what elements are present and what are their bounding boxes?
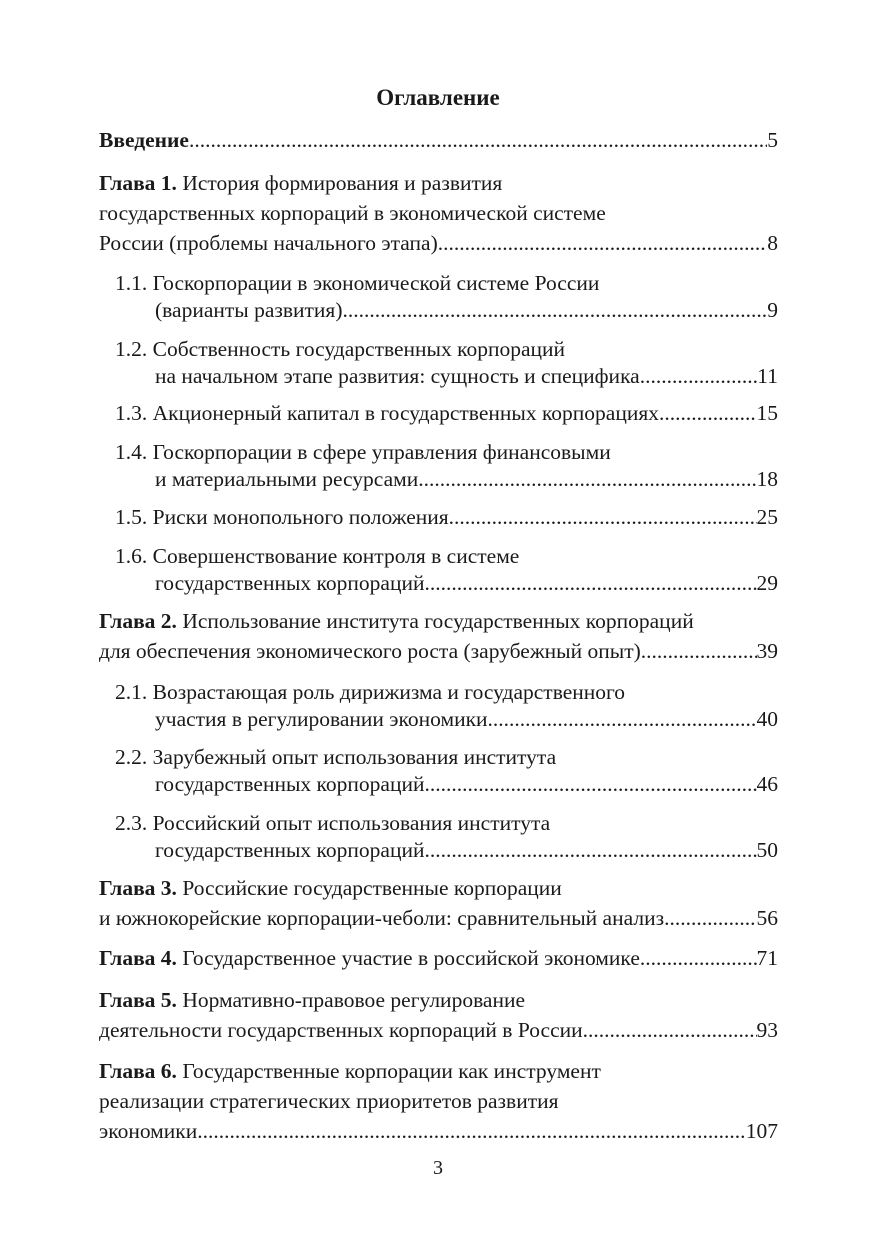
toc-entry-chapter-5[interactable] [99, 985, 778, 1045]
entry-page: 9 [767, 298, 778, 322]
toc-entry-section-2-3[interactable] [115, 808, 778, 865]
entry-text: России (проблемы начального этапа) [99, 231, 438, 255]
leader-dots [449, 502, 757, 532]
leader-dots [659, 398, 757, 428]
toc-entry-section-2-1[interactable] [115, 677, 778, 734]
toc-entry-chapter-4[interactable] [99, 943, 778, 973]
toc-entry-section-1-4[interactable] [115, 437, 778, 494]
entry-page: 29 [756, 571, 778, 595]
entry-text: реализации стратегических приоритетов развития [99, 1089, 559, 1113]
entry-page: 56 [756, 906, 778, 930]
chapter-prefix: Глава 2. [99, 609, 177, 633]
entry-text: государственных корпораций [155, 571, 425, 595]
entry-text: и южнокорейские корпорации-чеболи: сравнительный анализ [99, 906, 665, 930]
entry-page: 46 [756, 772, 778, 796]
toc-entry-chapter-3[interactable] [99, 873, 778, 933]
entry-text: 1.4. Госкорпорации в сфере управления финансовыми [115, 440, 611, 464]
entry-text: 1.1. Госкорпорации в экономической системе России [115, 271, 600, 295]
leader-dots [424, 769, 756, 799]
toc-entry-section-1-3[interactable] [115, 398, 778, 428]
entry-page: 39 [756, 639, 778, 663]
leader-dots [640, 361, 758, 391]
leader-dots [488, 704, 757, 734]
entry-text: 1.2. Собственность государственных корпораций [115, 337, 566, 361]
entry-text: 2.1. Возрастающая роль дирижизма и государственного [115, 680, 626, 704]
entry-text: Государственное участие в российской экономике [176, 946, 640, 970]
toc-entry-chapter-1[interactable] [99, 168, 778, 258]
entry-page: 5 [767, 128, 778, 152]
entry-text: 1.3. Акционерный капитал в государственных корпорациях [115, 401, 659, 425]
leader-dots [197, 1116, 746, 1146]
toc-entry-chapter-2[interactable] [99, 606, 778, 666]
page-number: 3 [433, 1157, 443, 1179]
toc-entry-intro[interactable] [99, 125, 778, 155]
entry-text: деятельности государственных корпораций в России [99, 1018, 583, 1042]
entry-page: 71 [756, 946, 778, 970]
entry-text: государственных корпораций [155, 772, 425, 796]
entry-text: и материальными ресурсами [155, 467, 419, 491]
entry-text: Государственные корпорации как инструмент [176, 1059, 601, 1083]
entry-page: 25 [756, 505, 778, 529]
entry-text: Российские государственные корпорации [176, 876, 562, 900]
entry-text: (варианты развития) [155, 298, 343, 322]
entry-text: 1.5. Риски монопольного положения [115, 505, 449, 529]
leader-dots [424, 835, 756, 865]
entry-text: государственных корпораций [155, 838, 425, 862]
entry-page: 8 [767, 231, 778, 255]
toc-entry-section-1-5[interactable] [115, 502, 778, 532]
leader-dots [438, 228, 768, 258]
entry-text: 2.3. Российский опыт использования института [115, 811, 551, 835]
entry-page: 107 [745, 1119, 778, 1143]
toc-entry-section-2-2[interactable] [115, 742, 778, 799]
entry-text: 1.6. Совершенствование контроля в системе [115, 544, 520, 568]
entry-text: экономики [99, 1119, 198, 1143]
entry-page: 93 [756, 1018, 778, 1042]
entry-text: Использование института государственных корпораций [176, 609, 694, 633]
entry-page: 15 [756, 401, 778, 425]
leader-dots [583, 1015, 757, 1045]
toc-entry-section-1-1[interactable] [115, 268, 778, 325]
leader-dots [189, 125, 767, 155]
entry-page: 11 [757, 364, 778, 388]
leader-dots [641, 636, 757, 666]
chapter-prefix: Глава 5. [99, 988, 177, 1012]
toc-entry-section-1-2[interactable] [115, 334, 778, 391]
chapter-prefix: Глава 1. [99, 171, 177, 195]
entry-text: государственных корпораций в экономической системе [99, 201, 606, 225]
leader-dots [418, 464, 756, 494]
leader-dots [664, 903, 756, 933]
entry-text: История формирования и развития [176, 171, 503, 195]
leader-dots [424, 568, 756, 598]
entry-text: Нормативно-правовое регулирование [176, 988, 526, 1012]
entry-text: на начальном этапе развития: сущность и специфика [155, 364, 640, 388]
entry-page: 18 [756, 467, 778, 491]
toc-title: Оглавление [376, 85, 500, 110]
entry-text: участия в регулировании экономики [155, 707, 488, 731]
entry-text: 2.2. Зарубежный опыт использования института [115, 745, 557, 769]
chapter-prefix: Глава 4. [99, 946, 177, 970]
entry-page: 50 [756, 838, 778, 862]
entry-text: для обеспечения экономического роста (зарубежный опыт) [99, 639, 641, 663]
entry-page: 40 [756, 707, 778, 731]
leader-dots [343, 295, 768, 325]
chapter-prefix: Глава 6. [99, 1059, 177, 1083]
toc-entry-chapter-6[interactable] [99, 1056, 778, 1146]
entry-label: Введение [99, 128, 189, 152]
chapter-prefix: Глава 3. [99, 876, 177, 900]
leader-dots [640, 943, 757, 973]
toc-entry-section-1-6[interactable] [115, 541, 778, 598]
